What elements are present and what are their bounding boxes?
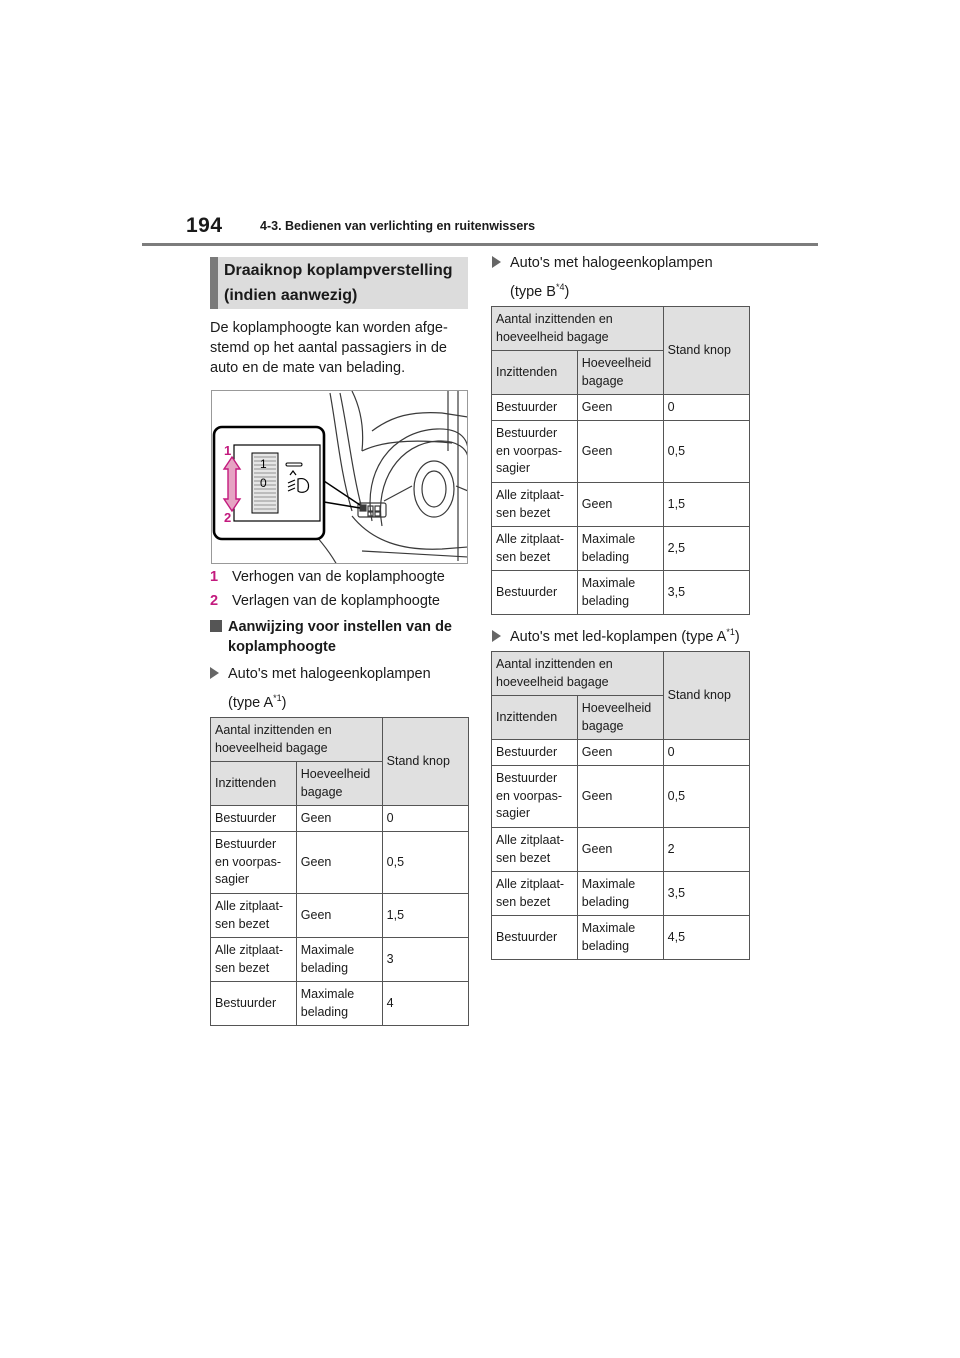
setting-table-halogen-b: [491, 306, 750, 615]
header-position: Stand knop: [663, 652, 749, 740]
section-title-line2: (indien aanwezig): [224, 287, 358, 304]
footnote-ref: *1: [273, 693, 282, 703]
heading-text: Auto's met halogeenkoplampen: [510, 255, 713, 271]
setting-table-led-a: [491, 651, 750, 960]
cell-luggage: Maximale belading: [296, 938, 382, 982]
legend-text: Verhogen van de koplamphoogte: [232, 569, 445, 585]
callout-label-1: 1: [224, 443, 232, 458]
cell-position: 0,5: [663, 766, 749, 828]
chapter-title: 4-3. Bedienen van verlichting en ruitenwissers: [260, 219, 536, 233]
intro-line: stemd op het aantal passagiers in de: [210, 340, 447, 356]
cell-luggage: Maximale belading: [577, 571, 663, 615]
heading-text: Auto's met halogeenkoplampen: [228, 666, 431, 682]
intro-text: [210, 318, 472, 378]
heading-text: ): [734, 628, 740, 645]
table-row: [492, 571, 750, 615]
table-row: [211, 806, 469, 832]
cell-luggage: Maximale belading: [296, 982, 382, 1026]
cell-position: 0: [663, 395, 749, 421]
cell-occupants: Alle zitplaat-sen bezet: [211, 938, 297, 982]
cell-luggage: Geen: [296, 832, 382, 894]
cell-position: 0,5: [663, 421, 749, 483]
table-row: [211, 832, 469, 894]
heading-text: ): [564, 283, 570, 300]
heading-text: (type B: [510, 283, 556, 300]
header-divider: [142, 243, 818, 246]
cell-occupants: Bestuurder en voorpas-sagier: [211, 832, 297, 894]
note-line2: koplamphoogte: [228, 639, 336, 655]
cell-occupants: Bestuurder: [211, 806, 297, 832]
square-bullet-icon: [210, 620, 222, 632]
cell-occupants: Bestuurder: [211, 982, 297, 1026]
cell-position: 2: [663, 828, 749, 872]
table-row: [492, 766, 750, 828]
cell-position: 0: [663, 740, 749, 766]
header-luggage: Hoeveelheid bagage: [577, 696, 663, 740]
cell-occupants: Alle zitplaat-sen bezet: [211, 894, 297, 938]
table-row: [492, 483, 750, 527]
cell-occupants: Bestuurder en voorpas-sagier: [492, 421, 578, 483]
table-row: [492, 421, 750, 483]
dashboard-drawing: [212, 391, 468, 564]
dial-mark-1: 1: [260, 457, 267, 471]
table-row: [211, 894, 469, 938]
legend-item: [210, 591, 440, 611]
cell-occupants: Bestuurder: [492, 740, 578, 766]
table-heading-halogen-a: [210, 662, 431, 715]
cell-occupants: Alle zitplaat-sen bezet: [492, 527, 578, 571]
cell-position: 3,5: [663, 571, 749, 615]
setting-table-halogen-a: [210, 717, 469, 1026]
header-position: Stand knop: [382, 718, 468, 806]
cell-luggage: Geen: [577, 766, 663, 828]
table-row: [211, 938, 469, 982]
footnote-ref: *1: [726, 627, 735, 637]
cell-position: 1,5: [663, 483, 749, 527]
header-occupants: Inzittenden: [211, 762, 297, 806]
page-number: 194: [186, 214, 223, 237]
heading-text: ): [281, 694, 287, 711]
note-line1: Aanwijzing voor instellen van de: [228, 619, 452, 635]
cell-position: 1,5: [382, 894, 468, 938]
heading-text: (type A: [228, 694, 274, 711]
header-occupants: Inzittenden: [492, 696, 578, 740]
cell-luggage: Geen: [577, 483, 663, 527]
triangle-bullet-icon: [210, 667, 219, 679]
cell-luggage: Geen: [296, 806, 382, 832]
cell-occupants: Bestuurder: [492, 916, 578, 960]
cell-luggage: Geen: [577, 421, 663, 483]
triangle-bullet-icon: [492, 256, 501, 268]
legend-number: 2: [210, 593, 219, 609]
cell-luggage: Geen: [296, 894, 382, 938]
header-group: Aantal inzittenden en hoeveelheid bagage: [492, 307, 664, 351]
cell-position: 0,5: [382, 832, 468, 894]
heading-text: Auto's met led-koplampen (type A: [510, 628, 727, 645]
section-title-line1: Draaiknop koplampverstelling: [224, 262, 453, 279]
legend-text: Verlagen van de koplamphoogte: [232, 593, 440, 609]
cell-luggage: Geen: [577, 828, 663, 872]
callout-label-2: 2: [224, 510, 232, 525]
cell-luggage: Maximale belading: [577, 527, 663, 571]
cell-position: 0: [382, 806, 468, 832]
header-group: Aantal inzittenden en hoeveelheid bagage: [492, 652, 664, 696]
header-group: Aantal inzittenden en hoeveelheid bagage: [211, 718, 383, 762]
cell-luggage: Geen: [577, 395, 663, 421]
table-heading-led-a: [492, 620, 740, 649]
cell-occupants: Bestuurder: [492, 571, 578, 615]
cell-position: 2,5: [663, 527, 749, 571]
section-heading: [210, 257, 468, 309]
cell-luggage: Maximale belading: [577, 872, 663, 916]
dial-mark-0: 0: [260, 476, 267, 490]
note-heading: [210, 617, 472, 657]
cell-occupants: Alle zitplaat-sen bezet: [492, 828, 578, 872]
table-row: [492, 916, 750, 960]
cell-position: 4,5: [663, 916, 749, 960]
intro-line: De koplamphoogte kan worden afge-: [210, 320, 448, 336]
headlamp-icon: [298, 479, 309, 493]
cell-occupants: Bestuurder en voorpas-sagier: [492, 766, 578, 828]
header-luggage: Hoeveelheid bagage: [577, 351, 663, 395]
header-luggage: Hoeveelheid bagage: [296, 762, 382, 806]
table-row: [492, 395, 750, 421]
cell-luggage: Maximale belading: [577, 916, 663, 960]
table-row: [492, 527, 750, 571]
cell-occupants: Bestuurder: [492, 395, 578, 421]
header-occupants: Inzittenden: [492, 351, 578, 395]
cell-occupants: Alle zitplaat-sen bezet: [492, 872, 578, 916]
table-row: [492, 828, 750, 872]
table-heading-halogen-b: [492, 251, 713, 304]
header-position: Stand knop: [663, 307, 749, 395]
table-row: [211, 982, 469, 1026]
cell-luggage: Geen: [577, 740, 663, 766]
cell-occupants: Alle zitplaat-sen bezet: [492, 483, 578, 527]
headlamp-dial-illustration: [211, 390, 468, 564]
table-row: [492, 740, 750, 766]
cell-position: 4: [382, 982, 468, 1026]
triangle-bullet-icon: [492, 630, 501, 642]
legend-item: [210, 567, 445, 587]
intro-line: auto en de mate van belading.: [210, 360, 406, 376]
legend-number: 1: [210, 569, 219, 585]
cell-position: 3,5: [663, 872, 749, 916]
footnote-ref: *4: [555, 282, 565, 292]
cell-position: 3: [382, 938, 468, 982]
table-row: [492, 872, 750, 916]
